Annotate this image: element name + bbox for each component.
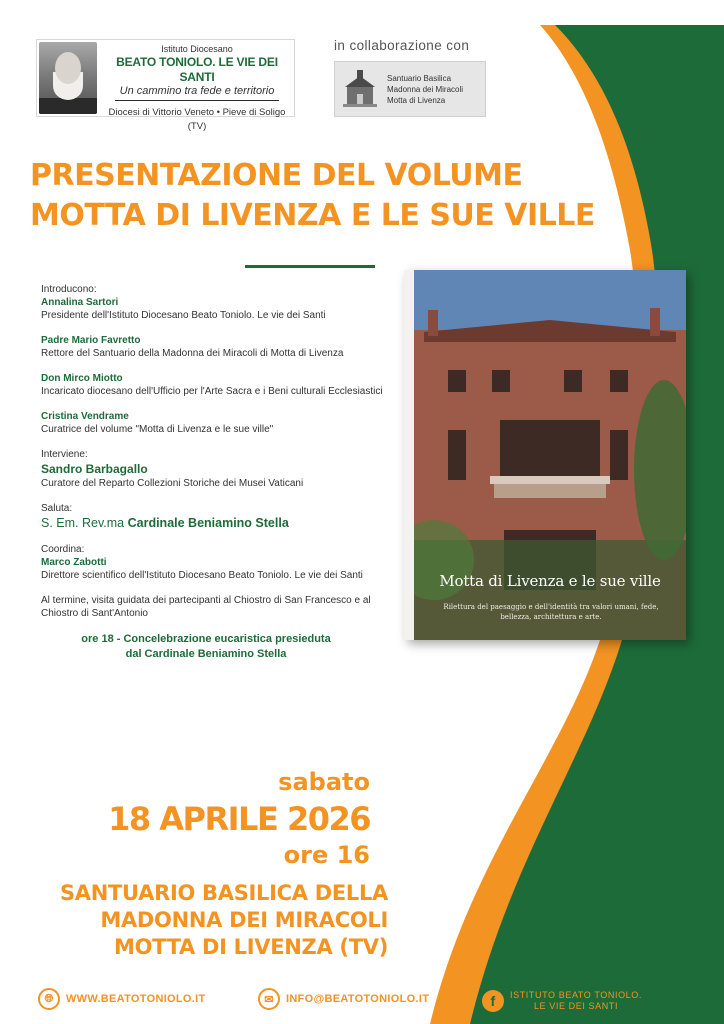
facebook-text xyxy=(510,990,642,1012)
sanctuary-logo xyxy=(334,61,486,117)
speaker-name: Annalina Sartori xyxy=(41,297,119,308)
speaker-role: Rettore del Santuario della Madonna dei Miracoli di Motta di Livenza xyxy=(41,348,344,359)
institute-logo xyxy=(36,39,295,132)
venue-line-3: MOTTA DI LIVENZA (TV) xyxy=(113,935,388,959)
website-link[interactable] xyxy=(38,988,206,1010)
coord-name: Marco Zabotti xyxy=(41,557,107,568)
intervenes-name: Sandro Barbagallo xyxy=(41,462,148,476)
speaker-role: Incaricato diocesano dell'Ufficio per l'Arte Sacra e i Beni culturali Ecclesiastici xyxy=(41,386,383,397)
intervenes-label: Interviene: xyxy=(41,449,88,460)
social-line-1: ISTITUTO BEATO TONIOLO. xyxy=(510,990,642,1000)
speaker-name: Don Mirco Miotto xyxy=(41,373,123,384)
email-link[interactable] xyxy=(258,988,429,1010)
intervenes-block xyxy=(41,448,386,490)
book-cover xyxy=(404,270,686,640)
collab-line-1: Santuario Basilica xyxy=(387,74,452,83)
venue-line-1: SANTUARIO BASILICA DELLA xyxy=(59,881,388,905)
mass-note xyxy=(41,632,371,662)
mass-line-1: ore 18 - Concelebrazione eucaristica presieduta xyxy=(81,633,331,645)
greets-text xyxy=(41,515,386,531)
title-line-2: MOTTA DI LIVENZA E LE SUE VILLE xyxy=(30,198,595,233)
intervenes-role: Curatore del Reparto Collezioni Storiche dei Musei Vaticani xyxy=(41,478,304,489)
church-icon xyxy=(343,70,377,108)
event-time: ore 16 xyxy=(283,841,370,869)
greets-prefix: S. Em. Rev.ma xyxy=(41,516,125,530)
collab-line-2: Madonna dei Miracoli xyxy=(387,85,464,94)
event-date: 18 APRILE 2026 xyxy=(108,800,370,838)
speaker-block xyxy=(41,283,386,322)
mail-icon: ✉ xyxy=(258,988,280,1010)
page-title xyxy=(30,156,670,236)
coordinates-block xyxy=(41,543,386,582)
closing-note: Al termine, visita guidata dei partecipanti al Chiostro di San Francesco e al Chiostro di Sant'Antonio xyxy=(41,595,371,619)
speaker-role: Curatrice del volume "Motta di Livenza e le sue ville" xyxy=(41,424,274,435)
speaker-block xyxy=(41,334,386,360)
institute-name: BEATO TONIOLO. LE VIE DEI SANTI xyxy=(116,55,278,84)
mass-line-2: dal Cardinale Beniamino Stella xyxy=(125,648,287,660)
institute-motto: Un cammino tra fede e territorio xyxy=(115,85,279,101)
speaker-name: Padre Mario Favretto xyxy=(41,335,141,346)
event-day: sabato xyxy=(278,768,370,796)
social-line-2: LE VIE DEI SANTI xyxy=(533,1001,619,1011)
speaker-role: Presidente dell'Istituto Diocesano Beato Toniolo. Le vie dei Santi xyxy=(41,310,326,321)
book-subtitle: Rilettura del paesaggio e dell'identità tra valori umani, fede, bellezza, architettura e arte. xyxy=(443,603,659,621)
speaker-name: Cristina Vendrame xyxy=(41,411,129,422)
event-venue xyxy=(30,880,388,961)
title-divider xyxy=(245,265,375,268)
email-text: INFO@BEATOTONIOLO.IT xyxy=(286,993,430,1005)
greets-block xyxy=(41,502,386,531)
institute-subtitle: Istituto Diocesano xyxy=(161,44,233,54)
institute-diocese: Diocesi di Vittorio Veneto • Pieve di Soligo (TV) xyxy=(108,107,286,132)
collaboration-label: in collaborazione con xyxy=(334,38,470,53)
collab-line-3: Motta di Livenza xyxy=(387,96,446,105)
facebook-link[interactable] xyxy=(482,990,642,1012)
greets-name: Cardinale Beniamino Stella xyxy=(127,516,289,530)
coord-role: Direttore scientifico dell'Istituto Diocesano Beato Toniolo. Le vie dei Santi xyxy=(41,570,363,581)
speaker-block xyxy=(41,372,386,398)
title-line-1: PRESENTAZIONE DEL VOLUME xyxy=(30,158,523,193)
globe-icon: 🌐︎ xyxy=(38,988,60,1010)
event-date-block xyxy=(40,766,370,870)
program-list xyxy=(41,283,386,662)
website-text: WWW.BEATOTONIOLO.IT xyxy=(66,993,206,1005)
speaker-block xyxy=(41,410,386,436)
coord-label: Coordina: xyxy=(41,544,85,555)
intro-label: Introducono: xyxy=(41,284,97,295)
venue-line-2: MADONNA DEI MIRACOLI xyxy=(100,908,388,932)
greets-label: Saluta: xyxy=(41,503,73,514)
book-title: Motta di Livenza e le sue ville xyxy=(439,572,661,590)
toniolo-portrait xyxy=(39,42,97,114)
facebook-icon: f xyxy=(482,990,504,1012)
